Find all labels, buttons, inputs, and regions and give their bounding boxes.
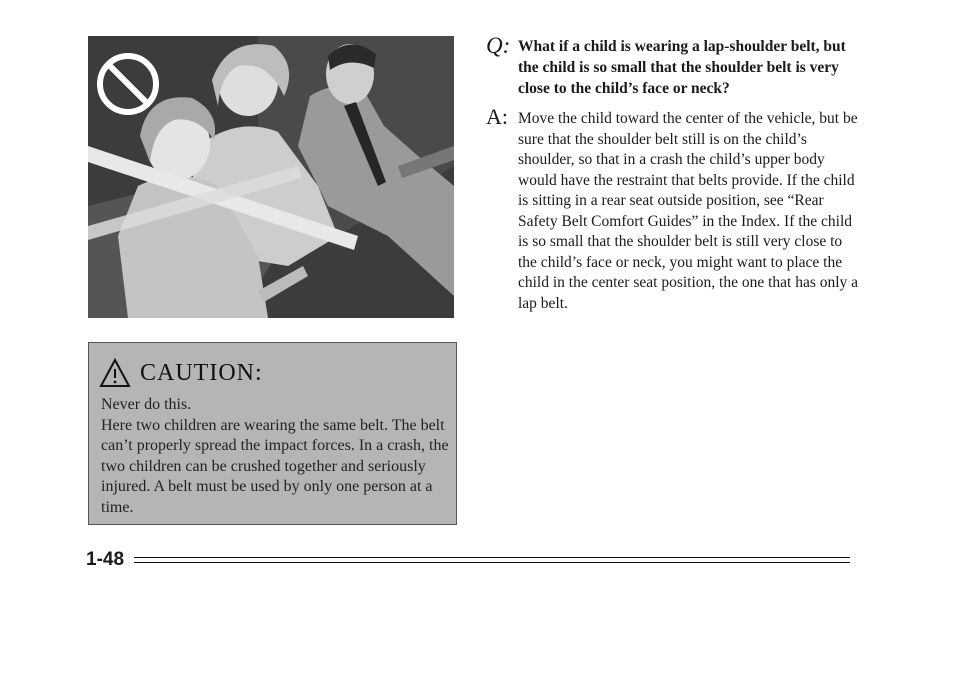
caution-header bbox=[99, 355, 263, 391]
warning-triangle-icon bbox=[99, 358, 131, 388]
answer-text: Move the child toward the center of the vehicle, but be sure that the shoulder belt still is on the child’s shoulder, so that in a crash the child’s upper body would have the restraint that belts provide. If the child is sitting in a rear seat outside position, see “Rear Safety Belt Comfort Guides” in the Index. If the child is so small that the shoulder belt is still very close to the child’s face or neck, you might want to place the child in the center seat position, the one that has only a lap belt. bbox=[518, 110, 859, 312]
question-label: Q: bbox=[486, 33, 511, 58]
footer-rule bbox=[134, 557, 850, 563]
page-number: 1-48 bbox=[86, 549, 125, 570]
caution-body: Here two children are wearing the same belt. The belt can’t properly spread the impact forces. In a crash, the two children can be crushed together and seriously injured. A belt must be used by only one person at a time. bbox=[101, 416, 449, 516]
caution-box bbox=[88, 342, 457, 525]
question-text: What if a child is wearing a lap-shoulder belt, but the child is so small that the shoulder belt is very close to the child’s face or neck? bbox=[518, 38, 846, 97]
caution-title: CAUTION: bbox=[140, 359, 263, 386]
illustration-two-children-one-belt bbox=[88, 36, 454, 318]
prohibition-icon bbox=[96, 52, 160, 116]
caution-line-1: Never do this. bbox=[101, 396, 192, 413]
page-footer bbox=[86, 548, 850, 572]
caution-text bbox=[101, 395, 451, 518]
answer-label: A: bbox=[486, 104, 508, 129]
